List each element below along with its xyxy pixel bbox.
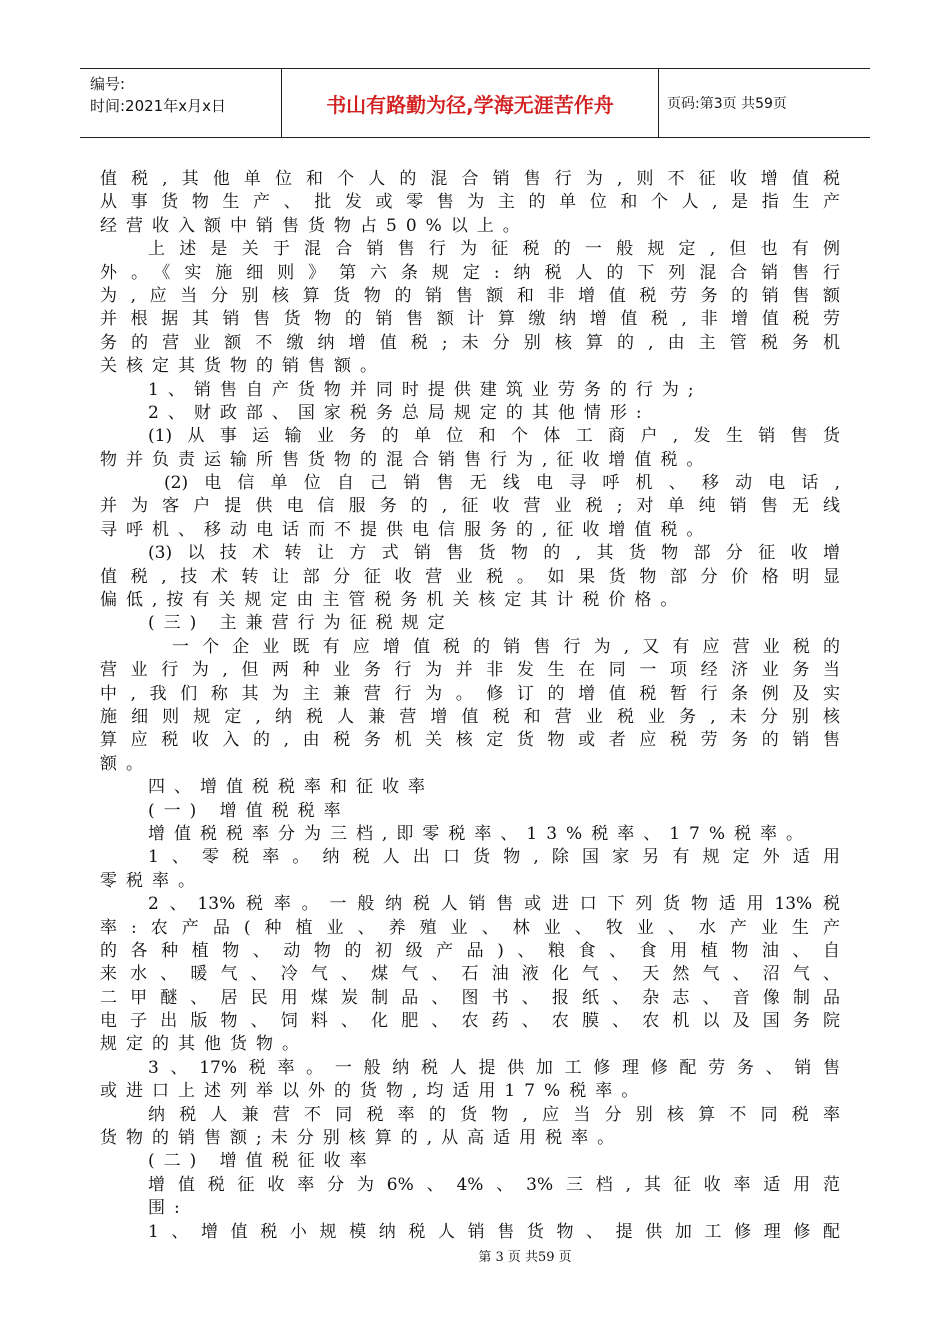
footer-page-number: 第 3 页 共59 页 [478,1250,572,1265]
paragraph-line: 值税,技术转让部分征收营业税。如果货物部分价格明显 [100,566,840,587]
paragraph-line: 一个企业既有应增值税的销售行为,又有应营业税的 [172,636,840,657]
paragraph-line: 关核定其货物的销售额。 [100,356,386,377]
paragraph-line: 务的营业额不缴纳增值税;未分别核算的,由主管税务机 [100,332,840,353]
paragraph-line: 并根据其销售货物的销售额计算缴纳增值税,非增值税劳 [100,309,840,330]
motto-text: 书山有路勤为径,学海无涯苦作舟 [326,92,614,117]
header-page-info [659,69,870,137]
paragraph-line: (1)从事运输业务的单位和个体工商户,发生销售货 [148,426,840,447]
paragraph-line: 的各种植物、动物的初级产品)、粮食、食用植物油、自 [100,940,840,961]
paragraph-line: 外。《实施细则》第六条规定:纳税人的下列混合销售行 [100,262,840,283]
paragraph-line: 围: [148,1198,189,1219]
paragraph-line: (3)以技术转让方式销售货物的,其货物部分征收增 [148,543,840,564]
paragraph-line: (2)电信单位自己销售无线电寻呼机、移动电话, [164,473,840,494]
paragraph-line: 增值税税率分为三档,即零税率、13%税率、17%税率。 [148,823,812,844]
header-motto [282,69,659,137]
paragraph-line: 寻呼机、移动电话而不提供电信服务的,征收增值税。 [100,519,713,540]
document-number-label: 编号: [90,75,126,93]
paragraph-line: 2、财政部、国家税务总局规定的其他情形: [148,402,651,423]
paragraph-line: 物并负责运输所售货物的混合销售行为,征收增值税。 [100,449,713,470]
paragraph-line: 算应税收入的,由税务机关核定货物或者应税劳务的销售 [100,730,840,751]
paragraph-line: 上述是关于混合销售行为征税的一般规定,但也有例 [148,239,840,260]
paragraph-line: 增值税征收率分为6%、4%、3%三档,其征收率适用范 [148,1174,840,1195]
header-meta [80,69,282,137]
document-body [100,168,840,1244]
paragraph-line: 从事货物生产、批发或零售为主的单位和个人,是指生产 [100,192,840,213]
paragraph-line: 1、零税率。纳税人出口货物,除国家另有规定外适用 [148,847,840,868]
paragraph-line: 经营收入额中销售货物占50%以上。 [100,215,529,236]
paragraph-line: 营业行为,但两种业务行为并非发生在同一项经济业务当 [100,660,840,681]
paragraph-line: 四、增值税税率和征收率 [148,777,434,798]
paragraph-line: 电子出版物、饲料、化肥、农药、农膜、农机以及国务院 [100,1011,840,1032]
paragraph-line: 1、销售自产货物并同时提供建筑业劳务的行为; [148,379,703,400]
paragraph-line: (三) 主兼营行为征税规定 [148,613,454,634]
paragraph-line: 值税,其他单位和个人的混合销售行为,则不征收增值税 [100,169,840,189]
paragraph-line: 零税率。 [100,870,204,891]
paragraph-line: 3、17%税率。一般纳税人提供加工修理修配劳务、销售 [148,1057,840,1078]
paragraph-line: 率:农产品(种植业、养殖业、林业、牧业、水产业生产 [100,917,840,938]
paragraph-line: 1、增值税小规模纳税人销售货物、提供加工修理修配 [148,1221,840,1242]
paragraph-line: 规定的其他货物。 [100,1034,308,1055]
paragraph-line: (一) 增值税税率 [148,800,350,821]
paragraph-line: 额。 [100,753,152,774]
paragraph-line: 来水、暖气、冷气、煤气、石油液化气、天然气、沼气、 [100,964,840,985]
paragraph-line: 并为客户提供电信服务的,征收营业税;对单纯销售无线 [100,496,840,517]
document-time-label: 时间:2021年x月x日 [90,97,226,115]
paragraph-line: 或进口上述列举以外的货物,均适用17%税率。 [100,1081,648,1102]
paragraph-line: (二) 增值税征收率 [148,1151,376,1172]
paragraph-line: 纳税人兼营不同税率的货物,应当分别核算不同税率 [148,1104,840,1125]
page-footer [0,1246,950,1265]
page-header [80,68,870,138]
paragraph-line: 2、13%税率。一般纳税人销售或进口下列货物适用13%税 [148,894,840,915]
paragraph-line: 施细则规定,纳税人兼营增值税和营业税业务,未分别核 [100,706,840,727]
paragraph-line: 偏低,按有关规定由主管税务机关核定其计税价格。 [100,590,687,611]
paragraph-line: 二甲醚、居民用煤炭制品、图书、报纸、杂志、音像制品 [100,987,840,1008]
paragraph-line: 为,应当分别核算货物的销售额和非增值税劳务的销售额 [100,285,840,306]
page-info-text: 页码:第3页 共59页 [667,96,787,112]
paragraph-line: 货物的销售额;未分别核算的,从高适用税率。 [100,1128,624,1149]
paragraph-line: 中,我们称其为主兼营行为。修订的增值税暂行条例及实 [100,683,840,704]
